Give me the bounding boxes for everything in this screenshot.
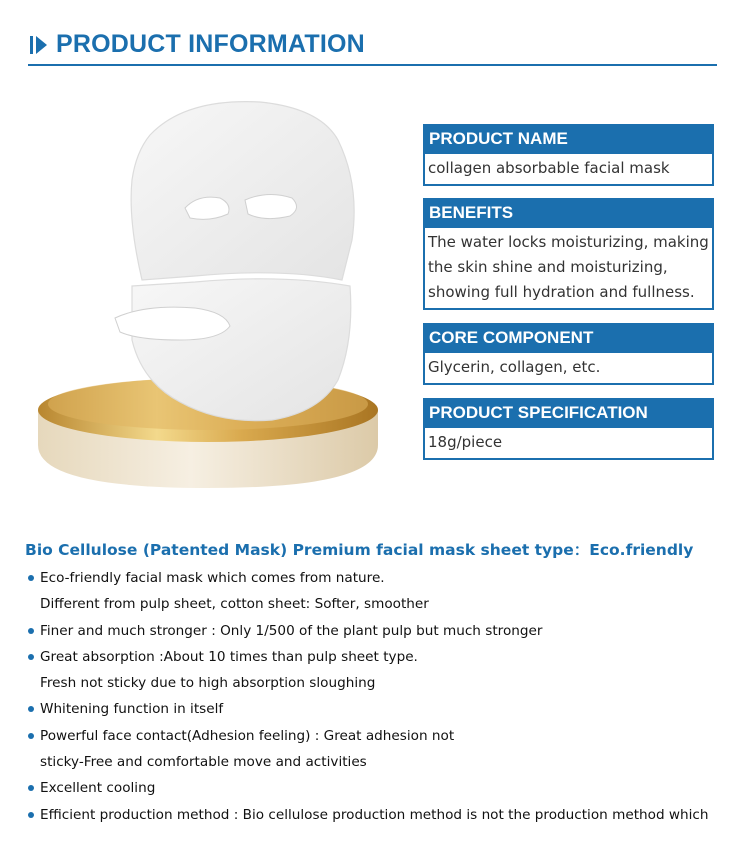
page-title: PRODUCT INFORMATION (56, 30, 365, 58)
list-item: Great absorption :About 10 times than pulp sheet type. (28, 645, 738, 671)
mask-upper (131, 102, 354, 280)
bullet-dot-icon (28, 628, 34, 634)
mask-eye-right (245, 194, 297, 218)
info-product-name (423, 124, 714, 186)
info-text: collagen absorbable facial mask (423, 154, 714, 186)
bullet-dot-icon (28, 575, 34, 581)
list-item: Efficient production method : Bio cellulose production method is not the production method which (28, 803, 738, 829)
info-heading: PRODUCT SPECIFICATION (423, 398, 714, 428)
info-benefits (423, 198, 714, 310)
info-text: Glycerin, collagen, etc. (423, 353, 714, 385)
info-heading: CORE COMPONENT (423, 323, 714, 353)
bullet-dot-icon (28, 812, 34, 818)
info-text: 18g/piece (423, 428, 714, 460)
product-image (20, 90, 410, 510)
list-item: Whitening function in itself (28, 697, 738, 723)
info-product-specification (423, 398, 714, 460)
bullet-dot-icon (28, 785, 34, 791)
list-item: Excellent cooling (28, 776, 738, 802)
info-core-component (423, 323, 714, 385)
section-header (28, 30, 365, 59)
list-item: Fresh not sticky due to high absorption sloughing (40, 675, 376, 692)
info-heading: PRODUCT NAME (423, 124, 714, 154)
list-item: Different from pulp sheet, cotton sheet: Softer, smoother (40, 596, 429, 613)
feature-list (28, 566, 738, 829)
play-bar-icon (28, 34, 50, 56)
list-item: sticky-Free and comfortable move and activities (40, 754, 367, 771)
mask-mouth (115, 307, 230, 340)
list-item: Powerful face contact(Adhesion feeling) : Great adhesion not (28, 724, 738, 750)
list-item: Eco-friendly facial mask which comes from nature. (28, 566, 738, 592)
header-divider (28, 64, 717, 66)
info-text: The water locks moisturizing, making the skin shine and moisturizing, showing full hydration and fullness. (423, 228, 714, 310)
section-subtitle: Bio Cellulose (Patented Mask) Premium facial mask sheet type：Eco.friendly (25, 541, 694, 559)
bullet-dot-icon (28, 733, 34, 739)
bullet-dot-icon (28, 706, 34, 712)
list-item: Finer and much stronger : Only 1/500 of the plant pulp but much stronger (28, 619, 738, 645)
info-heading: BENEFITS (423, 198, 714, 228)
bullet-dot-icon (28, 654, 34, 660)
